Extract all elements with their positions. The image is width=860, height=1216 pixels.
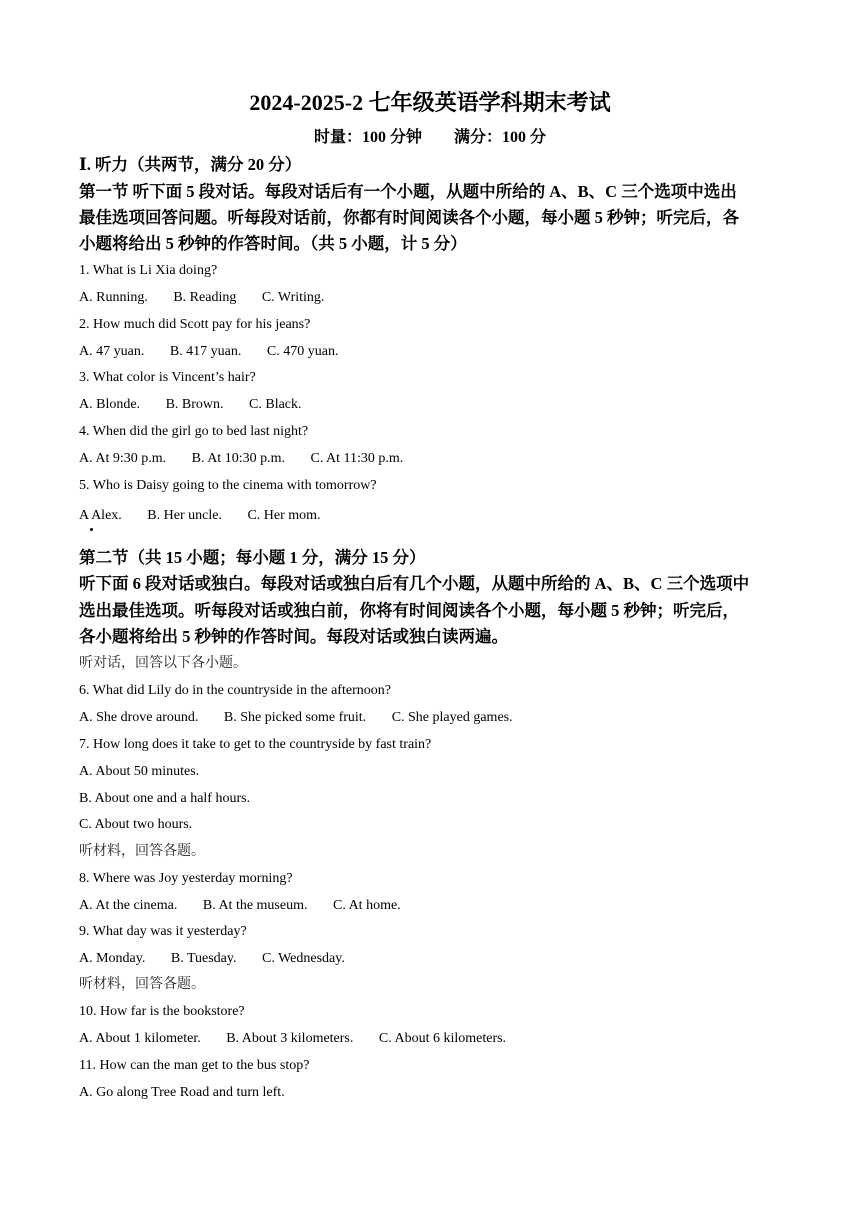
section1-instruction-line-3: 小题将给出 5 秒钟的作答时间。（共 5 小题，计 5 分）: [79, 234, 467, 253]
question-3: 3. What color is Vincent’s hair?: [79, 370, 256, 385]
section2-instruction-line-2: 选出最佳选项。听每段对话或独白前，你将有时间阅读各个小题，每小题 5 秒钟；听完后，: [79, 601, 739, 620]
question-8: 8. Where was Joy yesterday morning?: [79, 871, 293, 886]
question-10-options: [79, 1029, 506, 1049]
section2-instruction-line-1: 听下面 6 段对话或独白。每段对话或独白后有几个小题，从题中所给的 A、B、C 三个选项中: [79, 574, 750, 593]
question-5-options: [79, 506, 321, 526]
option-a: A. At 9:30 p.m.: [79, 451, 167, 466]
option-c: C. At 11:30 p.m.: [310, 451, 404, 466]
question-1: 1. What is Li Xia doing?: [79, 263, 218, 278]
option-c: C. Wednesday.: [262, 951, 345, 966]
option-c: C. Her mom.: [247, 508, 321, 523]
question-9-options: [79, 949, 345, 969]
option-b: B. Her uncle.: [147, 508, 222, 523]
question-3-options: [79, 395, 302, 415]
section2-instruction-line-3: 各小题将给出 5 秒钟的作答时间。每段对话或独白读两遍。: [79, 627, 508, 646]
exam-meta: 时量：100 分钟 满分：100 分: [313, 129, 546, 146]
stray-dot-mark: [90, 528, 93, 531]
question-1-options: [79, 288, 324, 308]
question-6: 6. What did Lily do in the countryside in the afternoon?: [79, 683, 391, 698]
option-b: B. Brown.: [165, 397, 224, 412]
option-b: B. About 3 kilometers.: [226, 1031, 354, 1046]
question-7-option-b: B. About one and a half hours.: [79, 791, 251, 806]
option-c: C. She played games.: [391, 710, 513, 725]
question-2-options: [79, 342, 338, 362]
option-a: A. Running.: [79, 290, 148, 305]
question-5: 5. Who is Daisy going to the cinema with tomorrow?: [79, 478, 377, 493]
question-11: 11. How can the man get to the bus stop?: [79, 1058, 310, 1073]
option-c: C. Black.: [249, 397, 302, 412]
question-6-options: [79, 708, 513, 728]
option-b: B. She picked some fruit.: [223, 710, 367, 725]
listening-note: 听材料，回答各题。: [79, 977, 205, 992]
option-a: A Alex.: [79, 508, 122, 523]
option-b: B. At 10:30 p.m.: [191, 451, 285, 466]
option-b: B. 417 yuan.: [169, 344, 242, 359]
option-a: A. She drove around.: [79, 710, 199, 725]
question-7-option-a: A. About 50 minutes.: [79, 764, 200, 779]
option-a: A. About 1 kilometer.: [79, 1031, 201, 1046]
section2-heading: 第二节（共 15 小题；每小题 1 分，满分 15 分）: [79, 548, 426, 567]
question-11-option-a: A. Go along Tree Road and turn left.: [79, 1085, 285, 1100]
question-8-options: [79, 896, 401, 916]
question-10: 10. How far is the bookstore?: [79, 1004, 245, 1019]
listening-note: 听对话，回答以下各小题。: [79, 656, 247, 671]
option-c: C. Writing.: [261, 290, 325, 305]
listening-note: 听材料，回答各题。: [79, 844, 205, 859]
option-c: C. About 6 kilometers.: [378, 1031, 507, 1046]
option-c: C. 470 yuan.: [266, 344, 339, 359]
section1-instruction-line-2: 最佳选项回答问题。听每段对话前，你都有时间阅读各个小题，每小题 5 秒钟；听完后，各: [79, 208, 739, 227]
question-9: 9. What day was it yesterday?: [79, 924, 247, 939]
question-4-options: [79, 449, 403, 469]
question-4: 4. When did the girl go to bed last night?: [79, 424, 309, 439]
section1-instruction-line-1: 第一节 听下面 5 段对话。每段对话后有一个小题，从题中所给的 A、B、C 三个选项中选出: [79, 182, 737, 201]
option-a: A. Blonde.: [79, 397, 141, 412]
question-7: 7. How long does it take to get to the countryside by fast train?: [79, 737, 432, 752]
option-c: C. At home.: [333, 898, 401, 913]
exam-title: 2024-2025-2 七年级英语学科期末考试: [249, 90, 611, 115]
question-2: 2. How much did Scott pay for his jeans?: [79, 317, 311, 332]
option-b: B. Reading: [173, 290, 237, 305]
option-a: A. Monday.: [79, 951, 146, 966]
option-a: A. 47 yuan.: [79, 344, 145, 359]
part1-heading: Ⅰ. 听力（共两节，满分 20 分）: [79, 155, 302, 174]
option-b: B. Tuesday.: [170, 951, 237, 966]
option-a: A. At the cinema.: [79, 898, 178, 913]
option-b: B. At the museum.: [202, 898, 308, 913]
question-7-option-c: C. About two hours.: [79, 817, 193, 832]
